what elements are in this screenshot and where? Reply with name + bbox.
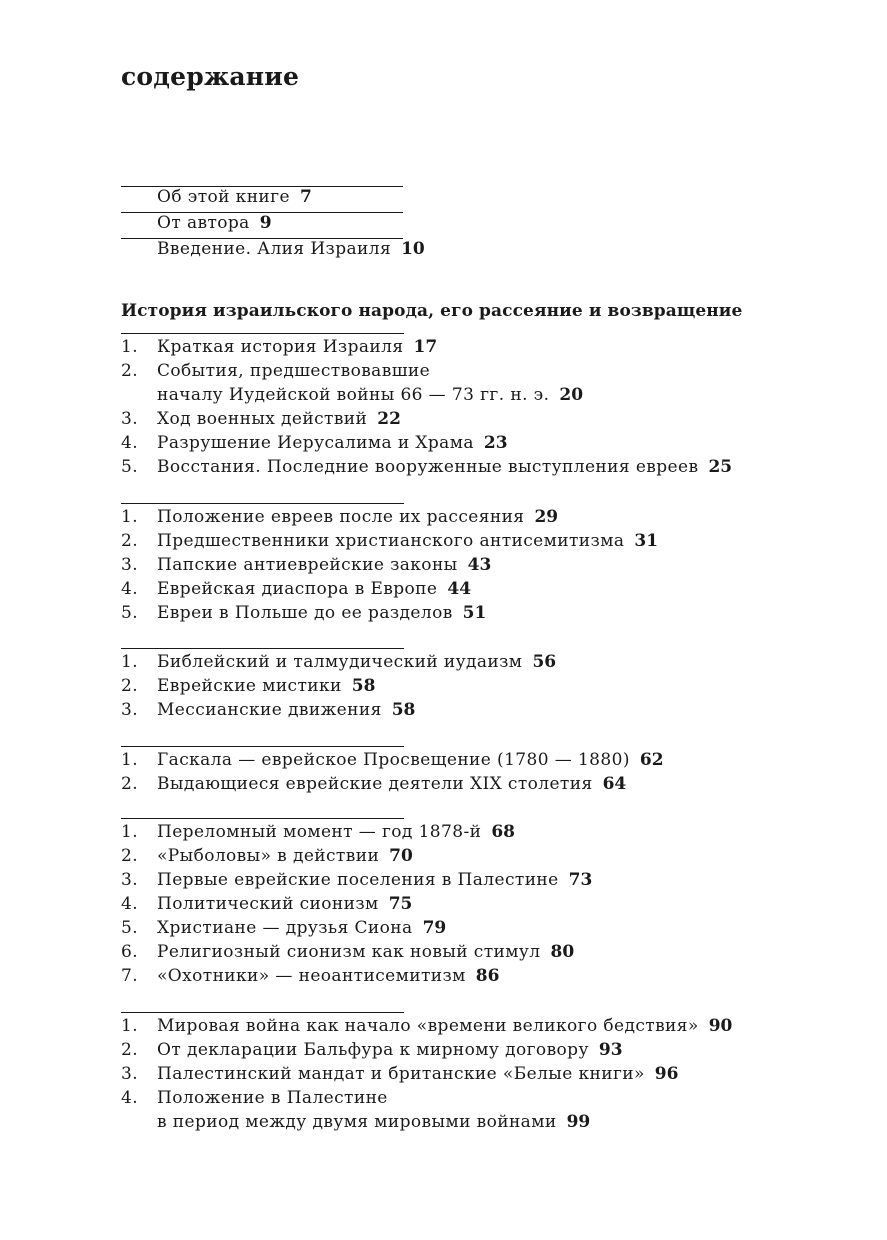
toc-page-number: 44 xyxy=(447,579,472,599)
toc-page-number: 68 xyxy=(491,822,515,842)
toc-entry xyxy=(121,916,781,940)
toc-page-number: 9 xyxy=(259,213,272,233)
toc-entry-label: «Охотники» — неоантисемитизм xyxy=(157,966,466,986)
toc-entry-label: Ход военных действий xyxy=(157,409,368,429)
toc-page-number: 25 xyxy=(708,457,733,477)
toc-entry-number: 1. xyxy=(121,822,139,842)
toc-entry-number: 1. xyxy=(121,337,139,357)
toc-entry-label: От автора xyxy=(157,213,250,233)
toc-page-number: 51 xyxy=(462,603,487,623)
toc-entry xyxy=(121,964,781,988)
toc-entry xyxy=(121,650,781,674)
toc-entry-label: Политический сионизм xyxy=(157,894,379,914)
toc-entry-label: Папские антиеврейские законы xyxy=(157,555,458,575)
toc-page-number: 80 xyxy=(550,942,575,962)
toc-entry xyxy=(121,1014,781,1038)
toc-entry-label: Переломный момент — год 1878-й xyxy=(157,822,482,842)
toc-entry-number: 1. xyxy=(121,507,139,527)
toc-entry-number: 5. xyxy=(121,918,139,938)
toc-entry-number: 2. xyxy=(121,361,139,381)
toc-page-number: 29 xyxy=(534,507,559,527)
toc-entry xyxy=(121,359,781,407)
toc-page-number: 70 xyxy=(389,846,413,866)
toc-entry-number: 2. xyxy=(121,1040,139,1060)
toc-entry-number: 4. xyxy=(121,579,139,599)
toc-page-number: 79 xyxy=(422,918,447,938)
toc-entry-number: 1. xyxy=(121,652,139,672)
toc-page-number: 43 xyxy=(467,555,492,575)
chapter-group xyxy=(121,648,781,722)
toc-entry xyxy=(121,407,781,431)
toc-entry-label: Об этой книге xyxy=(157,187,290,207)
toc-entry-label-continued: началу Иудейской войны 66 — 73 гг. н. э. xyxy=(157,385,550,405)
front-matter-list xyxy=(121,186,761,264)
toc-entry-number: 2. xyxy=(121,531,139,551)
toc-entry-label: Гаскала — еврейское Просвещение (1780 — 1880) xyxy=(157,750,630,770)
toc-entry-number: 1. xyxy=(121,750,139,770)
toc-entry xyxy=(121,601,781,625)
toc-entry-label: Религиозный сионизм как новый стимул xyxy=(157,942,541,962)
toc-entry-number: 7. xyxy=(121,966,139,986)
toc-entry-label: От декларации Бальфура к мирному договору xyxy=(157,1040,589,1060)
toc-entry xyxy=(121,674,781,698)
toc-entry-number: 4. xyxy=(121,894,139,914)
toc-entry xyxy=(121,868,781,892)
toc-entry-number: 2. xyxy=(121,676,139,696)
toc-entry xyxy=(121,844,781,868)
toc-page-number: 96 xyxy=(654,1064,679,1084)
toc-page-number: 23 xyxy=(483,433,508,453)
toc-entry-number: 3. xyxy=(121,870,139,890)
front-matter-item xyxy=(121,238,761,264)
front-matter-item xyxy=(121,212,761,238)
toc-entry-number: 5. xyxy=(121,457,139,477)
toc-page-number: 73 xyxy=(568,870,593,890)
toc-page-number: 17 xyxy=(413,337,438,357)
toc-entry-label: Библейский и талмудический иудаизм xyxy=(157,652,523,672)
toc-page-number: 64 xyxy=(602,774,627,794)
toc-entry xyxy=(121,820,781,844)
toc-entry-label: Положение в Палестине xyxy=(157,1088,388,1108)
toc-entry xyxy=(121,529,781,553)
toc-entry-label-continued: в период между двумя мировыми войнами xyxy=(157,1112,557,1132)
toc-page-number: 58 xyxy=(391,700,416,720)
toc-entry-label: Введение. Алия Израиля xyxy=(157,239,392,259)
toc-entry xyxy=(121,940,781,964)
toc-entry-number: 3. xyxy=(121,700,139,720)
toc-entry-number: 3. xyxy=(121,555,139,575)
toc-entry xyxy=(121,1086,781,1134)
toc-entry-number: 2. xyxy=(121,774,139,794)
toc-entry-number: 4. xyxy=(121,433,139,453)
toc-entry xyxy=(121,335,781,359)
toc-entry-label: Разрушение Иерусалима и Храма xyxy=(157,433,474,453)
toc-page-number: 93 xyxy=(598,1040,623,1060)
toc-entry-number: 2. xyxy=(121,846,139,866)
toc-entry-number: 4. xyxy=(121,1088,139,1108)
toc-page-number: 86 xyxy=(475,966,500,986)
toc-entry-number: 3. xyxy=(121,1064,139,1084)
toc-entry xyxy=(121,1038,781,1062)
toc-entry-label: Христиане — друзья Сиона xyxy=(157,918,413,938)
toc-page-number: 99 xyxy=(566,1112,591,1132)
toc-entry-number: 6. xyxy=(121,942,139,962)
front-matter-item xyxy=(121,186,761,212)
toc-page-number: 10 xyxy=(401,239,425,259)
toc-page-number: 75 xyxy=(388,894,413,914)
chapter-group xyxy=(121,818,781,988)
toc-entry-label: Мессианские движения xyxy=(157,700,382,720)
toc-entry-label: Положение евреев после их рассеяния xyxy=(157,507,525,527)
toc-entry-label: Палестинский мандат и британские «Белые книги» xyxy=(157,1064,645,1084)
toc-entry-label: Еврейские мистики xyxy=(157,676,342,696)
toc-entry xyxy=(121,1062,781,1086)
toc-entry xyxy=(121,455,781,479)
toc-entry-label: «Рыболовы» в действии xyxy=(157,846,380,866)
toc-entry-label: Мировая война как начало «времени великого бедствия» xyxy=(157,1016,699,1036)
chapter-group xyxy=(121,746,781,796)
toc-entry xyxy=(121,431,781,455)
toc-entry-label: Выдающиеся еврейские деятели XIX столетия xyxy=(157,774,593,794)
toc-page-number: 31 xyxy=(634,531,659,551)
section-title: История израильского народа, его рассеяние и возвращение xyxy=(121,301,743,321)
toc-entry-label: Первые еврейские поселения в Палестине xyxy=(157,870,559,890)
toc-entry-label: Краткая история Израиля xyxy=(157,337,404,357)
toc-page-number: 62 xyxy=(639,750,664,770)
toc-entry xyxy=(121,577,781,601)
toc-page-number: 56 xyxy=(532,652,557,672)
toc-page-number: 20 xyxy=(559,385,584,405)
toc-page-number: 22 xyxy=(377,409,401,429)
toc-entry-label: Предшественники христианского антисемитизма xyxy=(157,531,625,551)
toc-entry xyxy=(121,748,781,772)
chapter-group xyxy=(121,1012,781,1134)
toc-page-number: 58 xyxy=(351,676,376,696)
toc-entry xyxy=(121,553,781,577)
toc-entry-number: 3. xyxy=(121,409,139,429)
toc-entry-number: 5. xyxy=(121,603,139,623)
toc-entry xyxy=(121,772,781,796)
page-title: содержание xyxy=(121,62,300,91)
toc-entry-label: Евреи в Польше до ее разделов xyxy=(157,603,453,623)
toc-entry-number: 1. xyxy=(121,1016,139,1036)
toc-entry xyxy=(121,698,781,722)
toc-entry-label: События, предшествовавшие xyxy=(157,361,431,381)
toc-entry xyxy=(121,892,781,916)
toc-entry-label: Еврейская диаспора в Европе xyxy=(157,579,438,599)
toc-page-number: 90 xyxy=(708,1016,733,1036)
toc-page-number: 7 xyxy=(299,187,312,207)
toc-entry xyxy=(121,505,781,529)
toc-entry-label: Восстания. Последние вооруженные выступления евреев xyxy=(157,457,699,477)
chapter-group xyxy=(121,333,781,479)
chapter-group xyxy=(121,503,781,625)
